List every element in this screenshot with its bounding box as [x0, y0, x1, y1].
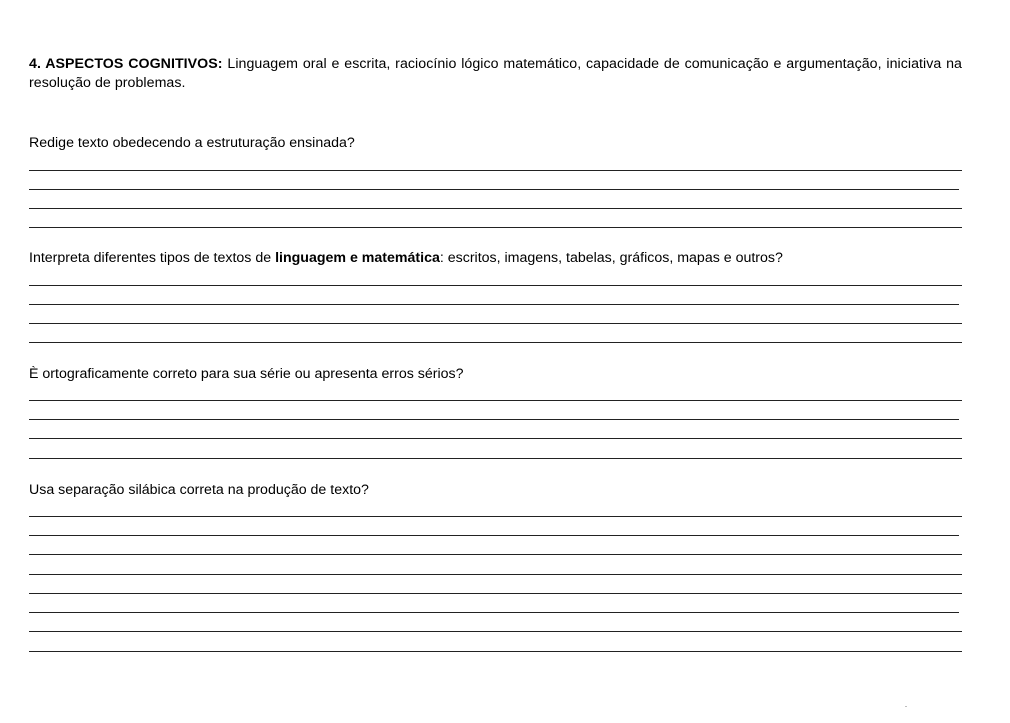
answer-line[interactable] [29, 554, 962, 555]
questionnaire-page [29, 0, 962, 723]
question-2-text-end: : escritos, imagens, tabelas, gráficos, mapas e outros? [439, 250, 783, 266]
question-2-text-start: Interpreta diferentes tipos de textos de [29, 250, 276, 266]
answer-line[interactable] [29, 438, 962, 439]
answer-line[interactable] [29, 535, 959, 536]
answer-line[interactable] [29, 285, 962, 286]
answer-line[interactable] [29, 227, 962, 228]
answer-line[interactable] [29, 189, 959, 190]
answer-line[interactable] [29, 574, 962, 575]
answer-line[interactable] [29, 593, 962, 594]
answer-line[interactable] [29, 419, 959, 420]
question-3-text: È ortograficamente correto para sua série ou apresenta erros sérios? [29, 366, 464, 382]
answer-line[interactable] [29, 612, 959, 613]
question-2-text [29, 249, 962, 267]
answer-line[interactable] [29, 342, 962, 343]
answer-line[interactable] [29, 208, 962, 209]
question-4-text: Usa separação silábica correta na produção de texto? [29, 482, 369, 498]
section-description: Linguagem oral e escrita, raciocínio lógico matemático, capacidade de comunicação e argumentação, iniciativa na resolução de problemas. [29, 56, 962, 91]
section-title: 4. ASPECTOS COGNITIVOS: [29, 56, 223, 72]
answer-line[interactable] [29, 400, 962, 401]
scan-speck [905, 706, 907, 707]
answer-line[interactable] [29, 651, 962, 652]
answer-line[interactable] [29, 458, 962, 459]
answer-line[interactable] [29, 516, 962, 517]
answer-line[interactable] [29, 631, 962, 632]
question-1-text: Redige texto obedecendo a estruturação ensinada? [29, 135, 355, 151]
answer-line[interactable] [29, 304, 959, 305]
answer-line[interactable] [29, 170, 962, 171]
answer-line[interactable] [29, 323, 962, 324]
question-2-text-bold: linguagem e matemática [275, 250, 440, 266]
section-intro [29, 55, 962, 93]
